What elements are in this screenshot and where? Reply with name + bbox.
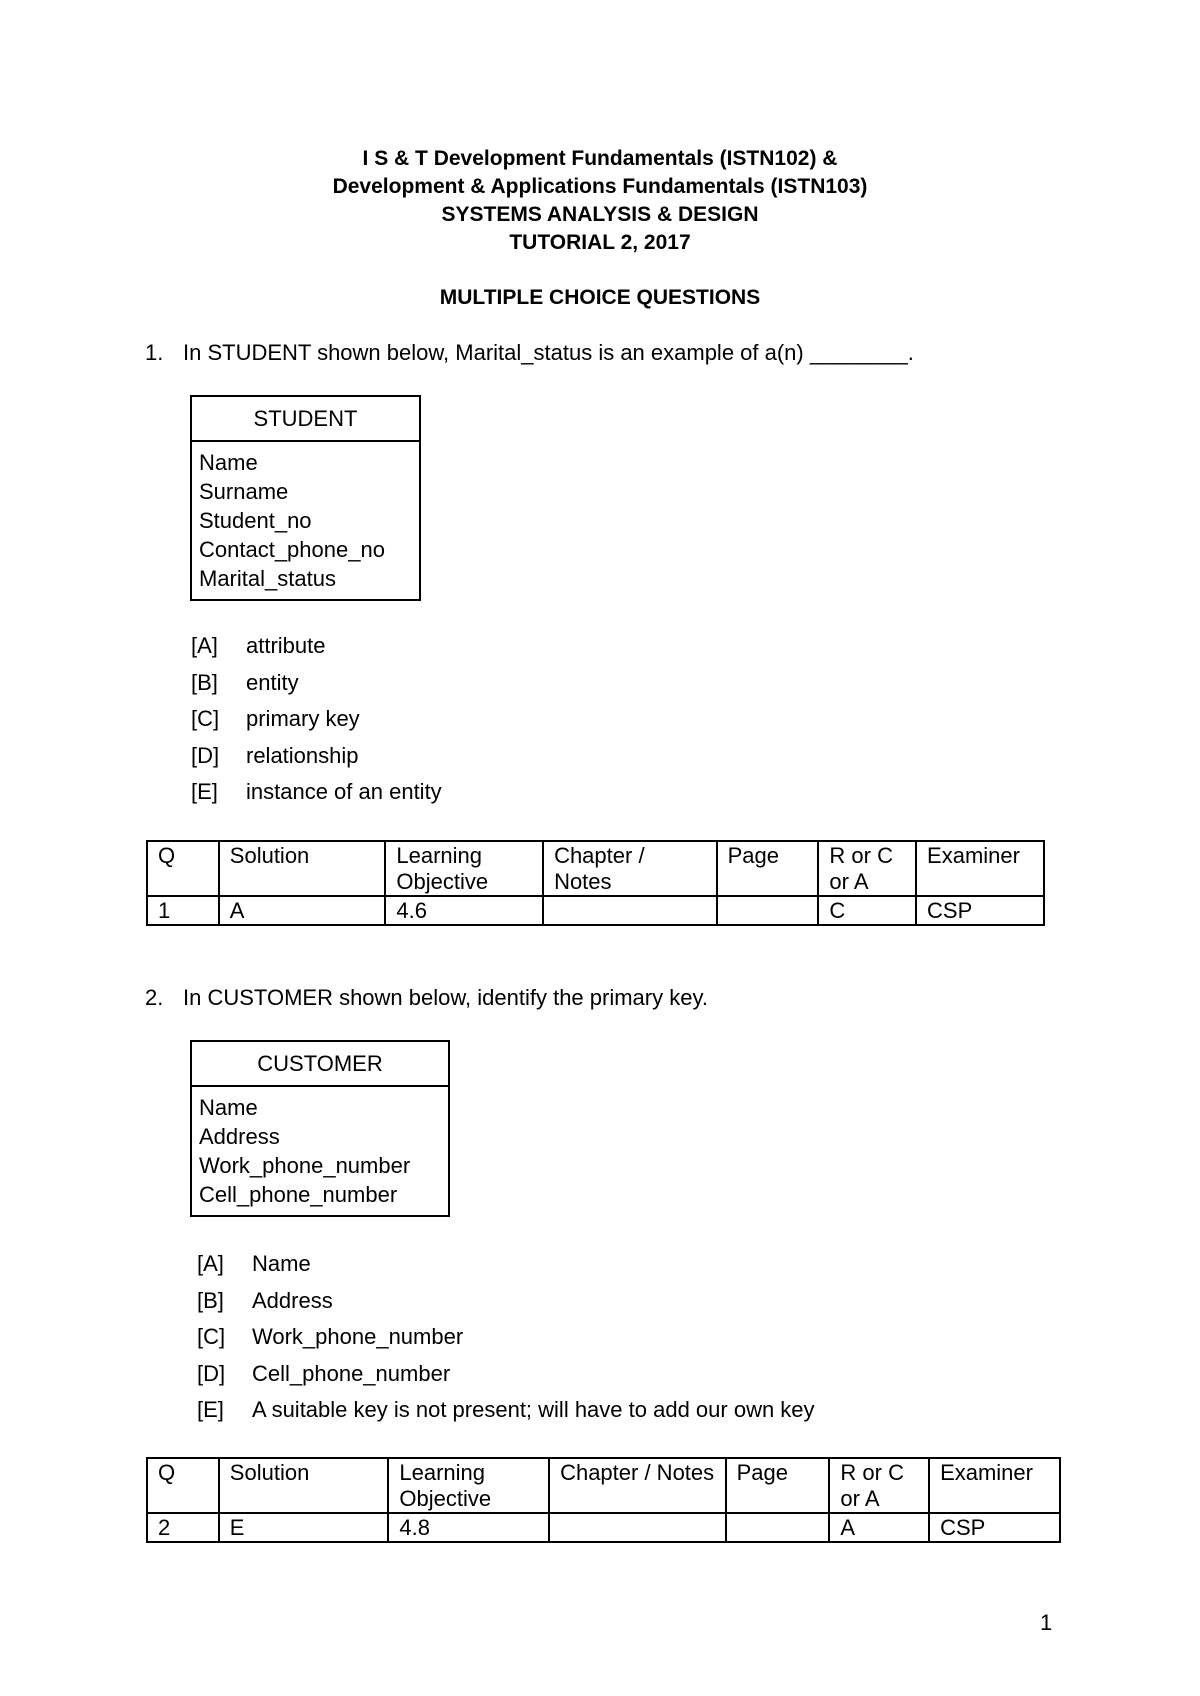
header-cell: Page <box>726 1458 830 1513</box>
entity-attribute: Surname <box>199 479 289 504</box>
header-cell: Learning Objective <box>385 841 543 896</box>
entity-attribute: Name <box>199 450 258 475</box>
option-c <box>191 701 442 738</box>
header-cell: Chapter / Notes <box>543 841 717 896</box>
header-cell: Solution <box>219 841 386 896</box>
options-list-q1 <box>191 628 442 811</box>
header-line-1: I S & T Development Fundamentals (ISTN102) & <box>362 147 838 170</box>
option-letter: [B] <box>197 1287 224 1313</box>
option-text: Work_phone_number <box>252 1324 464 1349</box>
header-line-4: TUTORIAL 2, 2017 <box>509 231 691 254</box>
option-letter: [D] <box>197 1360 226 1386</box>
option-a <box>191 628 442 665</box>
entity-name: STUDENT <box>192 397 419 442</box>
entity-attribute: Student_no <box>199 508 312 533</box>
entity-attribute: Cell_phone_number <box>199 1182 398 1207</box>
option-c <box>197 1319 815 1356</box>
table-header-row <box>147 1458 1060 1513</box>
table-cell: A <box>829 1513 929 1542</box>
question-number: 1. <box>145 340 164 365</box>
option-letter: [C] <box>197 1324 226 1349</box>
table-cell <box>726 1513 830 1542</box>
header-line-2: Development & Applications Fundamentals (ISTN103) <box>332 175 868 198</box>
option-e <box>191 774 442 811</box>
table-row <box>147 1513 1060 1542</box>
option-text: relationship <box>246 742 359 768</box>
option-b <box>191 665 442 702</box>
header-cell: Chapter / Notes <box>549 1458 726 1513</box>
option-text: instance of an entity <box>246 779 442 804</box>
table-cell: E <box>219 1513 389 1542</box>
answer-table-q1 <box>146 840 1045 926</box>
option-text: A suitable key is not present; will have to add our own key <box>252 1397 815 1422</box>
header-line-3: SYSTEMS ANALYSIS & DESIGN <box>441 203 759 226</box>
option-letter: [C] <box>191 706 220 731</box>
option-text: Name <box>252 1251 311 1276</box>
table-header-row <box>147 841 1044 896</box>
question-2 <box>145 984 708 1012</box>
option-e <box>197 1392 815 1429</box>
option-text: entity <box>246 669 299 695</box>
option-text: attribute <box>246 633 326 658</box>
option-a <box>197 1246 815 1283</box>
table-cell: A <box>219 896 386 925</box>
option-text: Address <box>252 1287 333 1313</box>
table-cell: 2 <box>147 1513 219 1542</box>
table-cell <box>543 896 717 925</box>
header-cell: R or C or A <box>829 1458 929 1513</box>
option-d <box>197 1356 815 1393</box>
header-cell: Examiner <box>929 1458 1060 1513</box>
header-cell: Learning Objective <box>388 1458 549 1513</box>
options-list-q2 <box>197 1246 815 1429</box>
entity-attribute: Work_phone_number <box>199 1153 411 1178</box>
entity-box-customer <box>190 1040 450 1217</box>
header-cell: Examiner <box>916 841 1044 896</box>
entity-attributes <box>192 1087 448 1215</box>
question-text: In STUDENT shown below, Marital_status is an example of a(n) ________. <box>183 340 914 365</box>
header-cell: R or C or A <box>818 841 916 896</box>
table-cell: C <box>818 896 916 925</box>
option-text: primary key <box>246 706 360 731</box>
option-letter: [E] <box>197 1397 224 1422</box>
entity-attribute: Contact_phone_no <box>199 537 385 562</box>
option-letter: [B] <box>191 669 218 695</box>
option-b <box>197 1283 815 1320</box>
option-letter: [A] <box>197 1251 224 1276</box>
header-cell: Q <box>147 841 219 896</box>
table-cell <box>549 1513 726 1542</box>
table-cell: 1 <box>147 896 219 925</box>
page-number: 1 <box>1040 1610 1053 1635</box>
entity-attribute: Marital_status <box>199 566 336 591</box>
table-cell: CSP <box>929 1513 1060 1542</box>
question-number: 2. <box>145 985 164 1010</box>
document-header <box>0 145 1200 257</box>
option-letter: [D] <box>191 742 220 768</box>
option-d <box>191 738 442 775</box>
option-letter: [A] <box>191 633 218 658</box>
option-text: Cell_phone_number <box>252 1360 451 1386</box>
question-1 <box>145 339 914 367</box>
table-cell: 4.8 <box>388 1513 549 1542</box>
table-row <box>147 896 1044 925</box>
table-cell <box>717 896 819 925</box>
table-cell: CSP <box>916 896 1044 925</box>
entity-attribute: Address <box>199 1124 280 1149</box>
question-text: In CUSTOMER shown below, identify the primary key. <box>183 985 708 1010</box>
table-cell: 4.6 <box>385 896 543 925</box>
answer-table-q2 <box>146 1457 1061 1543</box>
entity-attributes <box>192 442 419 599</box>
entity-attribute: Name <box>199 1095 258 1120</box>
option-letter: [E] <box>191 779 218 804</box>
header-cell: Q <box>147 1458 219 1513</box>
section-title: MULTIPLE CHOICE QUESTIONS <box>439 286 761 309</box>
entity-name: CUSTOMER <box>192 1042 448 1087</box>
header-cell: Solution <box>219 1458 389 1513</box>
entity-box-student <box>190 395 421 601</box>
header-cell: Page <box>717 841 819 896</box>
